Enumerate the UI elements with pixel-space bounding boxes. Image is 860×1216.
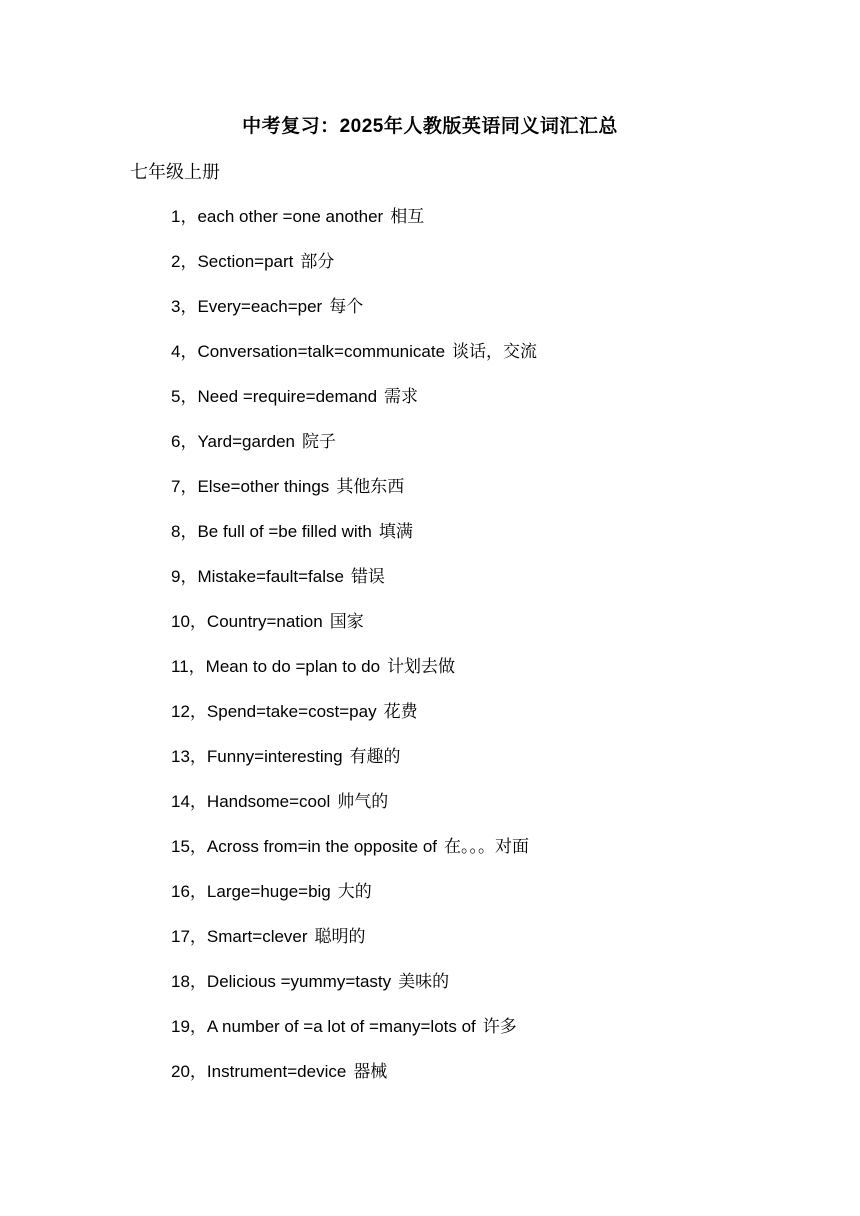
entry-meaning: 需求 bbox=[384, 387, 419, 407]
entry-synonyms: A number of =a lot of =many=lots of bbox=[206, 1017, 476, 1036]
entry-synonyms: Delicious =yummy=tasty bbox=[206, 972, 392, 991]
entry-separator: ， bbox=[189, 1017, 207, 1036]
entry-number: 2 bbox=[171, 252, 181, 271]
list-item bbox=[171, 1058, 537, 1103]
list-item bbox=[171, 338, 537, 383]
entry-synonyms: Funny=interesting bbox=[206, 747, 343, 766]
entry-meaning: 谈话，交流 bbox=[452, 342, 538, 362]
entry-separator: ， bbox=[189, 792, 207, 811]
list-item bbox=[171, 518, 537, 563]
entry-synonyms: each other =one another bbox=[197, 207, 384, 226]
section-heading: 七年级上册 bbox=[130, 162, 220, 182]
entry-number: 1 bbox=[171, 207, 181, 226]
entry-synonyms: Section=part bbox=[197, 252, 294, 271]
entry-separator: ， bbox=[180, 297, 198, 316]
entry-synonyms: Conversation=talk=communicate bbox=[197, 342, 446, 361]
list-item bbox=[171, 248, 537, 293]
entry-separator: ， bbox=[180, 252, 198, 271]
entry-synonyms: Every=each=per bbox=[197, 297, 323, 316]
entry-number: 11 bbox=[171, 657, 189, 676]
list-item bbox=[171, 698, 537, 743]
entry-number: 17 bbox=[171, 927, 190, 946]
list-item bbox=[171, 923, 537, 968]
entry-number: 13 bbox=[171, 747, 190, 766]
list-item bbox=[171, 473, 537, 518]
entry-synonyms: Spend=take=cost=pay bbox=[206, 702, 377, 721]
list-item bbox=[171, 1013, 537, 1058]
list-item bbox=[171, 383, 537, 428]
entry-number: 12 bbox=[171, 702, 190, 721]
list-item bbox=[171, 203, 537, 248]
entry-number: 14 bbox=[171, 792, 190, 811]
entry-number: 19 bbox=[171, 1017, 190, 1036]
entry-separator: ， bbox=[189, 882, 207, 901]
entry-meaning: 相互 bbox=[390, 207, 425, 227]
entry-number: 16 bbox=[171, 882, 190, 901]
entry-meaning: 许多 bbox=[482, 1017, 517, 1037]
entry-meaning: 部分 bbox=[300, 252, 335, 272]
entry-meaning: 计划去做 bbox=[387, 657, 456, 677]
entry-synonyms: Across from=in the opposite of bbox=[206, 837, 438, 856]
list-item bbox=[171, 968, 537, 1013]
entry-separator: ， bbox=[189, 972, 207, 991]
list-item bbox=[171, 743, 537, 788]
entry-meaning: 在。。。对面 bbox=[444, 837, 530, 857]
entry-synonyms: Be full of =be filled with bbox=[197, 522, 372, 541]
entry-meaning: 美味的 bbox=[398, 972, 450, 992]
entry-synonyms: Mean to do =plan to do bbox=[205, 657, 381, 676]
entry-separator: ， bbox=[189, 927, 207, 946]
list-item bbox=[171, 428, 537, 473]
entry-separator: ， bbox=[180, 432, 198, 451]
entry-synonyms: Country=nation bbox=[206, 612, 323, 631]
entry-separator: ， bbox=[189, 612, 207, 631]
entry-separator: ， bbox=[180, 522, 198, 541]
list-item bbox=[171, 563, 537, 608]
entry-meaning: 花费 bbox=[383, 702, 418, 722]
entry-number: 6 bbox=[171, 432, 181, 451]
entry-meaning: 帅气的 bbox=[337, 792, 389, 812]
entry-synonyms: Handsome=cool bbox=[206, 792, 331, 811]
entry-meaning: 器械 bbox=[353, 1062, 388, 1082]
entry-number: 4 bbox=[171, 342, 181, 361]
entry-synonyms: Yard=garden bbox=[197, 432, 295, 451]
entry-meaning: 国家 bbox=[329, 612, 364, 632]
entry-separator: ， bbox=[188, 657, 206, 676]
entry-number: 10 bbox=[171, 612, 190, 631]
entry-number: 3 bbox=[171, 297, 181, 316]
entry-separator: ， bbox=[189, 1062, 207, 1081]
entry-separator: ， bbox=[180, 567, 198, 586]
entry-number: 8 bbox=[171, 522, 181, 541]
list-item bbox=[171, 608, 537, 653]
entry-synonyms: Instrument=device bbox=[206, 1062, 347, 1081]
entry-meaning: 大的 bbox=[337, 882, 372, 902]
entry-meaning: 每个 bbox=[329, 297, 364, 317]
entry-meaning: 有趣的 bbox=[349, 747, 401, 767]
entry-meaning: 院子 bbox=[301, 432, 336, 452]
vocabulary-list bbox=[171, 203, 537, 1103]
entry-meaning: 其他东西 bbox=[336, 477, 405, 497]
list-item bbox=[171, 788, 537, 833]
entry-separator: ， bbox=[180, 477, 198, 496]
entry-synonyms: Else=other things bbox=[197, 477, 330, 496]
entry-number: 9 bbox=[171, 567, 181, 586]
entry-separator: ， bbox=[180, 387, 198, 406]
entry-meaning: 填满 bbox=[378, 522, 413, 542]
entry-number: 20 bbox=[171, 1062, 190, 1081]
entry-separator: ， bbox=[189, 837, 207, 856]
page-title: 中考复习：2025年人教版英语同义词汇汇总 bbox=[242, 116, 618, 137]
list-item bbox=[171, 653, 537, 698]
entry-separator: ， bbox=[180, 207, 198, 226]
entry-number: 5 bbox=[171, 387, 181, 406]
entry-number: 18 bbox=[171, 972, 190, 991]
entry-meaning: 错误 bbox=[350, 567, 385, 587]
list-item bbox=[171, 878, 537, 923]
list-item bbox=[171, 293, 537, 338]
entry-synonyms: Need =require=demand bbox=[197, 387, 378, 406]
entry-separator: ， bbox=[189, 747, 207, 766]
entry-synonyms: Mistake=fault=false bbox=[197, 567, 344, 586]
entry-separator: ， bbox=[180, 342, 198, 361]
entry-synonyms: Large=huge=big bbox=[206, 882, 331, 901]
entry-number: 15 bbox=[171, 837, 190, 856]
entry-meaning: 聪明的 bbox=[314, 927, 366, 947]
entry-synonyms: Smart=clever bbox=[206, 927, 308, 946]
entry-separator: ， bbox=[189, 702, 207, 721]
list-item bbox=[171, 833, 537, 878]
entry-number: 7 bbox=[171, 477, 181, 496]
